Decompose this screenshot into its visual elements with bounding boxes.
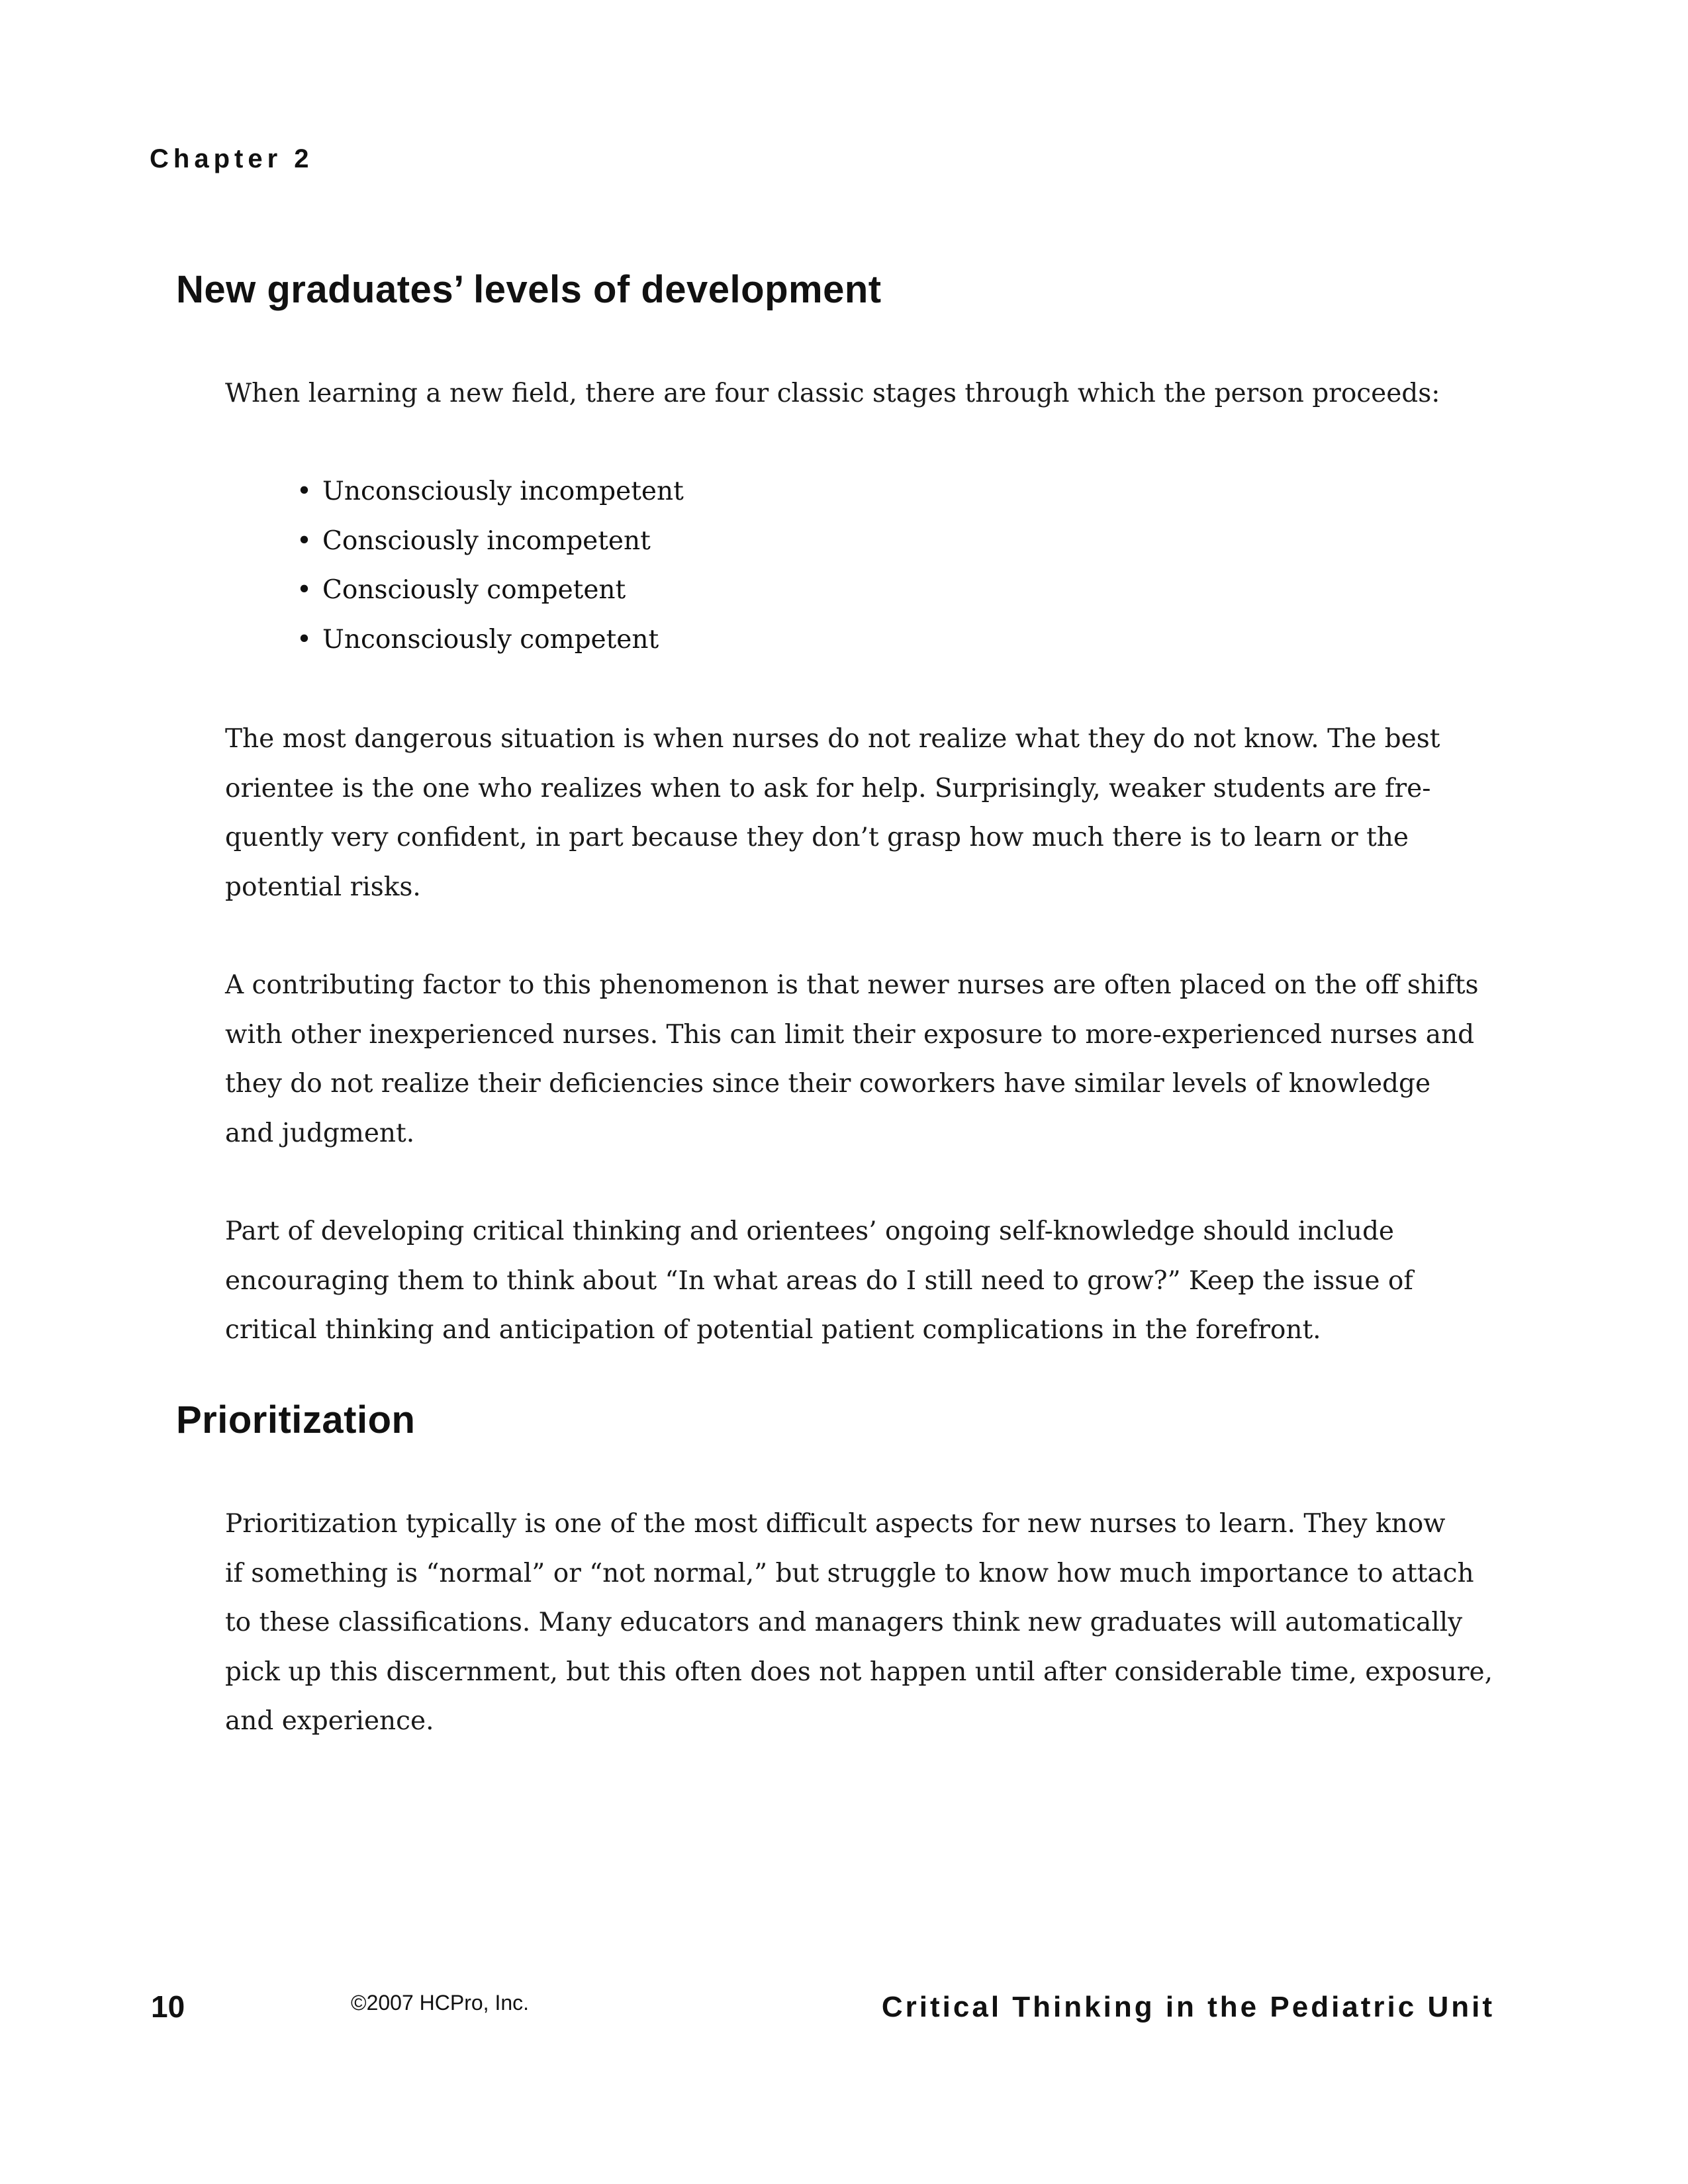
text-line: quently very confident, in part because they don’t grasp how much there is to learn or the	[225, 823, 1409, 852]
paragraph-prioritization	[225, 1500, 1493, 1747]
section-heading-development: New graduates’ levels of development	[176, 268, 882, 311]
intro-paragraph	[225, 369, 1440, 419]
book-title: Critical Thinking in the Pediatric Unit	[881, 1991, 1495, 2023]
text-line: critical thinking and anticipation of potential patient complications in the forefront.	[225, 1315, 1321, 1345]
text-line: The most dangerous situation is when nurses do not realize what they do not know. The best	[225, 724, 1440, 754]
text-line: they do not realize their deficiencies since their coworkers have similar levels of knowledge	[225, 1069, 1431, 1099]
text-line: When learning a new field, there are four classic stages through which the person proceeds:	[225, 379, 1440, 408]
text-line: A contributing factor to this phenomenon is that newer nurses are often placed on the off shifts	[225, 970, 1479, 1000]
text-line: if something is “normal” or “not normal,” but struggle to know how much importance to attach	[225, 1558, 1474, 1588]
paragraph-contributing-factor	[225, 961, 1479, 1158]
text-line: Part of developing critical thinking and orientees’ ongoing self-knowledge should include	[225, 1216, 1394, 1246]
copyright: ©2007 HCPro, Inc.	[351, 1991, 530, 2015]
list-item: • Consciously incompetent	[297, 517, 684, 567]
section-heading-prioritization: Prioritization	[176, 1398, 416, 1441]
paragraph-dangerous-situation	[225, 715, 1440, 912]
paragraph-critical-thinking	[225, 1207, 1413, 1355]
text-line: to these classifications. Many educators and managers think new graduates will automatically	[225, 1608, 1463, 1637]
text-line: encouraging them to think about “In what areas do I still need to grow?” Keep the issue of	[225, 1265, 1413, 1296]
text-line: pick up this discernment, but this often does not happen until after considerable time, exposure,	[225, 1657, 1493, 1687]
text-line: orientee is the one who realizes when to ask for help. Surprisingly, weaker students are fre-	[225, 773, 1431, 803]
text-line: Prioritization typically is one of the most difficult aspects for new nurses to learn. They know	[225, 1509, 1446, 1539]
stages-list	[297, 467, 684, 664]
text-line: and judgment.	[225, 1118, 415, 1148]
text-line: potential risks.	[225, 872, 421, 902]
text-line: with other inexperienced nurses. This can limit their exposure to more-experienced nurses and	[225, 1019, 1475, 1050]
list-item: • Unconsciously incompetent	[297, 467, 684, 517]
list-item: • Consciously competent	[297, 566, 684, 615]
page-number: 10	[151, 1989, 185, 2024]
text-line: and experience.	[225, 1706, 434, 1736]
chapter-label: Chapter 2	[150, 144, 314, 173]
list-item: • Unconsciously competent	[297, 615, 684, 665]
